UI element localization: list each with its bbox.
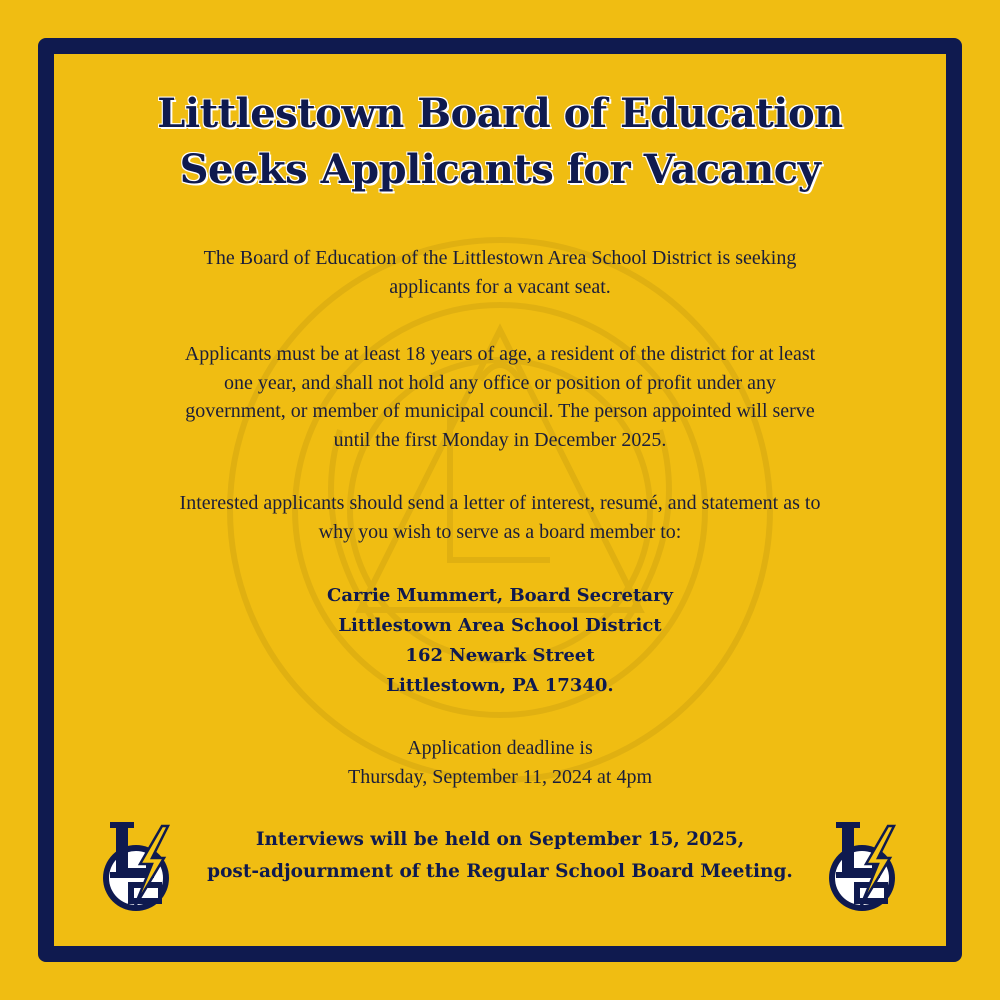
headline xyxy=(0,86,1000,198)
intro-line-1: The Board of Education of the Littlestown Area School District is seeking xyxy=(203,247,797,269)
address-organization: Littlestown Area School District xyxy=(338,615,662,636)
requirements-line-1: Applicants must be at least 18 years of age, a resident of the district for at least xyxy=(184,343,816,365)
address-city: Littlestown, PA 17340. xyxy=(386,675,614,696)
headline-line-2: Seeks Applicants for Vacancy xyxy=(179,146,821,193)
instructions-line-2: why you wish to serve as a board member to: xyxy=(318,520,682,543)
interviews-line-1: Interviews will be held on September 15, 2025, xyxy=(255,829,745,850)
requirements-line-4: until the first Monday in December 2025. xyxy=(333,428,667,451)
deadline-line-2: Thursday, September 11, 2024 at 4pm xyxy=(347,765,652,788)
address-name: Carrie Mummert, Board Secretary xyxy=(327,585,673,606)
instructions-paragraph xyxy=(0,489,1000,546)
mailing-address xyxy=(0,581,1000,701)
lg-lightning-logo-icon xyxy=(100,818,172,914)
address-street: 162 Newark Street xyxy=(405,645,595,666)
headline-line-1: Littlestown Board of Education xyxy=(157,90,843,137)
deadline-line-1: Application deadline is xyxy=(407,737,593,759)
requirements-line-2: one year, and shall not hold any office or position of profit under any xyxy=(223,371,777,394)
requirements-paragraph xyxy=(0,340,1000,454)
intro-line-2: applicants for a vacant seat. xyxy=(389,275,611,298)
lg-lightning-logo-icon xyxy=(826,818,898,914)
deadline-block xyxy=(0,734,1000,791)
interviews-line-2: post-adjournment of the Regular School Board Meeting. xyxy=(207,861,793,882)
requirements-line-3: government, or member of municipal council. The person appointed will serve xyxy=(185,400,815,422)
intro-paragraph xyxy=(0,244,1000,301)
instructions-line-1: Interested applicants should send a letter of interest, resumé, and statement as to xyxy=(179,492,821,514)
